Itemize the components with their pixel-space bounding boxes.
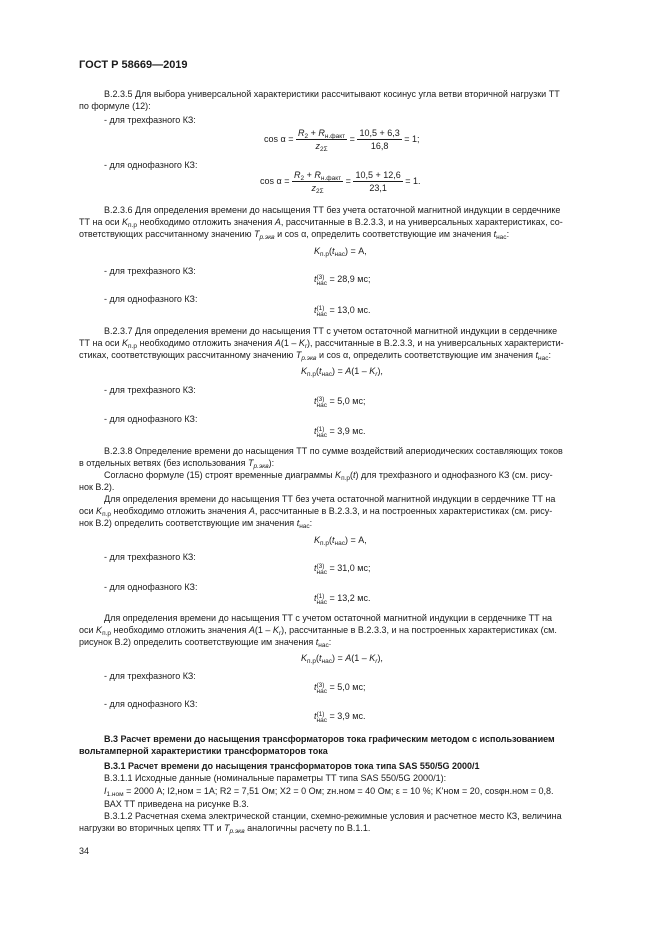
s235-one-phase-label: - для однофазного КЗ: — [104, 160, 198, 170]
s238-three-phase-label-b: - для трехфазного КЗ: — [104, 671, 196, 681]
s237-formula: $K_{п.р}(t_{нас}) = A(1 - K_r)$, — [301, 366, 383, 378]
s236-line-2: ТТ на оси $K_{п.р}$ необходимо отложить значения А, рассчитанные в В.2.3.3, и на универсальных характеристиках, со- — [79, 217, 563, 229]
s237-one-phase-value: t (1) нас = 3,9 мс. — [314, 426, 366, 439]
s237-line-2: ТТ на оси $K_{п.р}$ необходимо отложить значения $А(1 - K_r)$, рассчитанные в В.2.3.3, и на универсальных характеристи- — [79, 338, 564, 350]
s238-three-phase-value-b: t (3) нас = 5,0 мс; — [314, 682, 366, 695]
s237-three-phase-value: t (3) нас = 5,0 мс; — [314, 396, 366, 409]
b312-line-2: нагрузки во вторичных цепях ТТ и $T_{р.экв}$ аналогичны расчету по В.1.1. — [79, 823, 371, 835]
s238-line-1: В.2.3.8 Определение времени до насыщения ТТ по сумме воздействий апериодических составляющих токов — [104, 446, 563, 456]
s238-formula-2: $K_{п.р}(t_{нас}) = A(1 - K_r)$, — [301, 653, 383, 665]
s236-one-phase-label: - для однофазного КЗ: — [104, 294, 198, 304]
s238-three-phase-label-a: - для трехфазного КЗ: — [104, 552, 196, 562]
b312-line-1: В.3.1.2 Расчетная схема электрической станции, схемно-режимные условия и расчетное место КЗ, величина — [104, 811, 562, 821]
b311-params: $I_{1.ном} = 2000$ А; I2,ном = 1А; R2 = 7,51 Ом; X2 = 0 Ом; zн.ном = 40 Ом; ε = 10 %; K'ном = 20, cosφн.ном = 0,8. — [104, 786, 554, 798]
s238-line-2: в отдельных ветвях (без использования $T_{р.экв}$): — [79, 458, 275, 470]
section-b3-heading-2: вольтамперной характеристики трансформаторов тока — [79, 746, 328, 756]
formula-cos-three-phase: cos α = $\frac{R_2 + R_{н.факт}}{z_{2\Sigma}}$ = $\frac{10,5 + 6,3}{16,8}$ = 1; — [264, 128, 420, 153]
s238-line-4: нок В.2). — [79, 482, 115, 492]
formula-result: = 1; — [404, 133, 420, 144]
s236-line-1: В.2.3.6 Для определения времени до насыщения ТТ без учета остаточной магнитной индукции в сердечнике — [104, 205, 561, 215]
s236-formula: $K_{п.р}(t_{нас}) = А$, — [314, 246, 367, 258]
s238-line-3: Согласно формуле (15) строят временные диаграммы $K_{п.р}(t)$ для трехфазного и однофазного КЗ (см. рису- — [104, 470, 553, 482]
s236-one-phase-value: t (1) нас = 13,0 мс. — [314, 305, 371, 318]
s235-line-2: по формуле (12): — [79, 101, 151, 111]
s235-line-1: В.2.3.5 Для выбора универсальной характеристики рассчитывают косинус угла ветви вторичной нагрузки ТТ — [104, 89, 560, 99]
s238-one-phase-label-b: - для однофазного КЗ: — [104, 699, 198, 709]
s237-line-3: стиках, соответствующих рассчитанному значению $T_{р.экв}$ и cos α, определить соответствующие им значения $t_{нас}$: — [79, 350, 551, 362]
s236-three-phase-value: t (3) нас = 28,9 мс; — [314, 274, 371, 287]
formula-lhs: cos α = — [264, 133, 294, 144]
s238-p3-line-2: оси $K_{п.р}$ необходимо отложить значения $A(1 - K_r)$, рассчитанные в В.2.3.3, и на построенных характеристиках (см. — [79, 625, 557, 637]
s238-formula-1: $K_{п.р}(t_{нас}) = А$, — [314, 535, 367, 547]
formula-value-fraction: $\frac{10,5 + 6,3}{16,8}$ — [359, 128, 400, 151]
b311-vah-ref: ВАХ ТТ приведена на рисунке В.3. — [104, 799, 249, 809]
s237-one-phase-label: - для однофазного КЗ: — [104, 414, 198, 424]
document-header: ГОСТ Р 58669—2019 — [79, 59, 188, 71]
s238-p2-line-2: оси $K_{п.р}$ необходимо отложить значения А, рассчитанные в В.2.3.3, и на построенных характеристиках (см. рису- — [79, 506, 553, 518]
formula-cos-one-phase: cos α = $\frac{R_2 + R_{н.факт}}{z_{2\Sigma}}$ = $\frac{10,5 + 12,6}{23,1}$ = 1. — [260, 170, 421, 195]
s238-one-phase-value-b: t (1) нас = 3,9 мс. — [314, 711, 366, 724]
s238-three-phase-value-a: t (3) нас = 31,0 мс; — [314, 563, 371, 576]
s238-p3-line-3: рисунок В.2) определить соответствующие им значения $t_{нас}$: — [79, 637, 332, 649]
section-b31-heading: В.3.1 Расчет времени до насыщения трансформаторов тока типа SAS 550/5G 2000/1 — [104, 761, 480, 771]
s238-one-phase-label-a: - для однофазного КЗ: — [104, 582, 198, 592]
s237-line-1: В.2.3.7 Для определения времени до насыщения ТТ с учетом остаточной магнитной индукции в сердечнике — [104, 326, 558, 336]
s236-line-3: ответствующих рассчитанному значению $T_{р.экв}$ и cos α, определить соответствующие им значения $t_{нас}$: — [79, 229, 510, 241]
b311-intro: В.3.1.1 Исходные данные (номинальные параметры ТТ типа SAS 550/5G 2000/1): — [104, 773, 447, 783]
s238-p3-line-1: Для определения времени до насыщения ТТ с учетом остаточной магнитной индукции в сердечнике ТТ на — [104, 613, 553, 623]
formula-symbolic-fraction: $\frac{R_2 + R_{н.факт}}{z_{2\Sigma}}$ — [297, 128, 346, 153]
s235-three-phase-label: - для трехфазного КЗ: — [104, 115, 196, 125]
s237-three-phase-label: - для трехфазного КЗ: — [104, 385, 196, 395]
s238-one-phase-value-a: t (1) нас = 13,2 мс. — [314, 593, 371, 606]
page-number: 34 — [79, 846, 90, 856]
section-b3-heading-1: В.3 Расчет времени до насыщения трансформаторов тока графическим методом с использованием — [104, 734, 555, 744]
s238-p2-line-1: Для определения времени до насыщения ТТ без учета остаточной магнитной индукции в сердечнике ТТ на — [104, 494, 556, 504]
s238-p2-line-3: нок В.2) определить соответствующие им значения $t_{нас}$: — [79, 518, 313, 530]
s236-three-phase-label: - для трехфазного КЗ: — [104, 266, 196, 276]
